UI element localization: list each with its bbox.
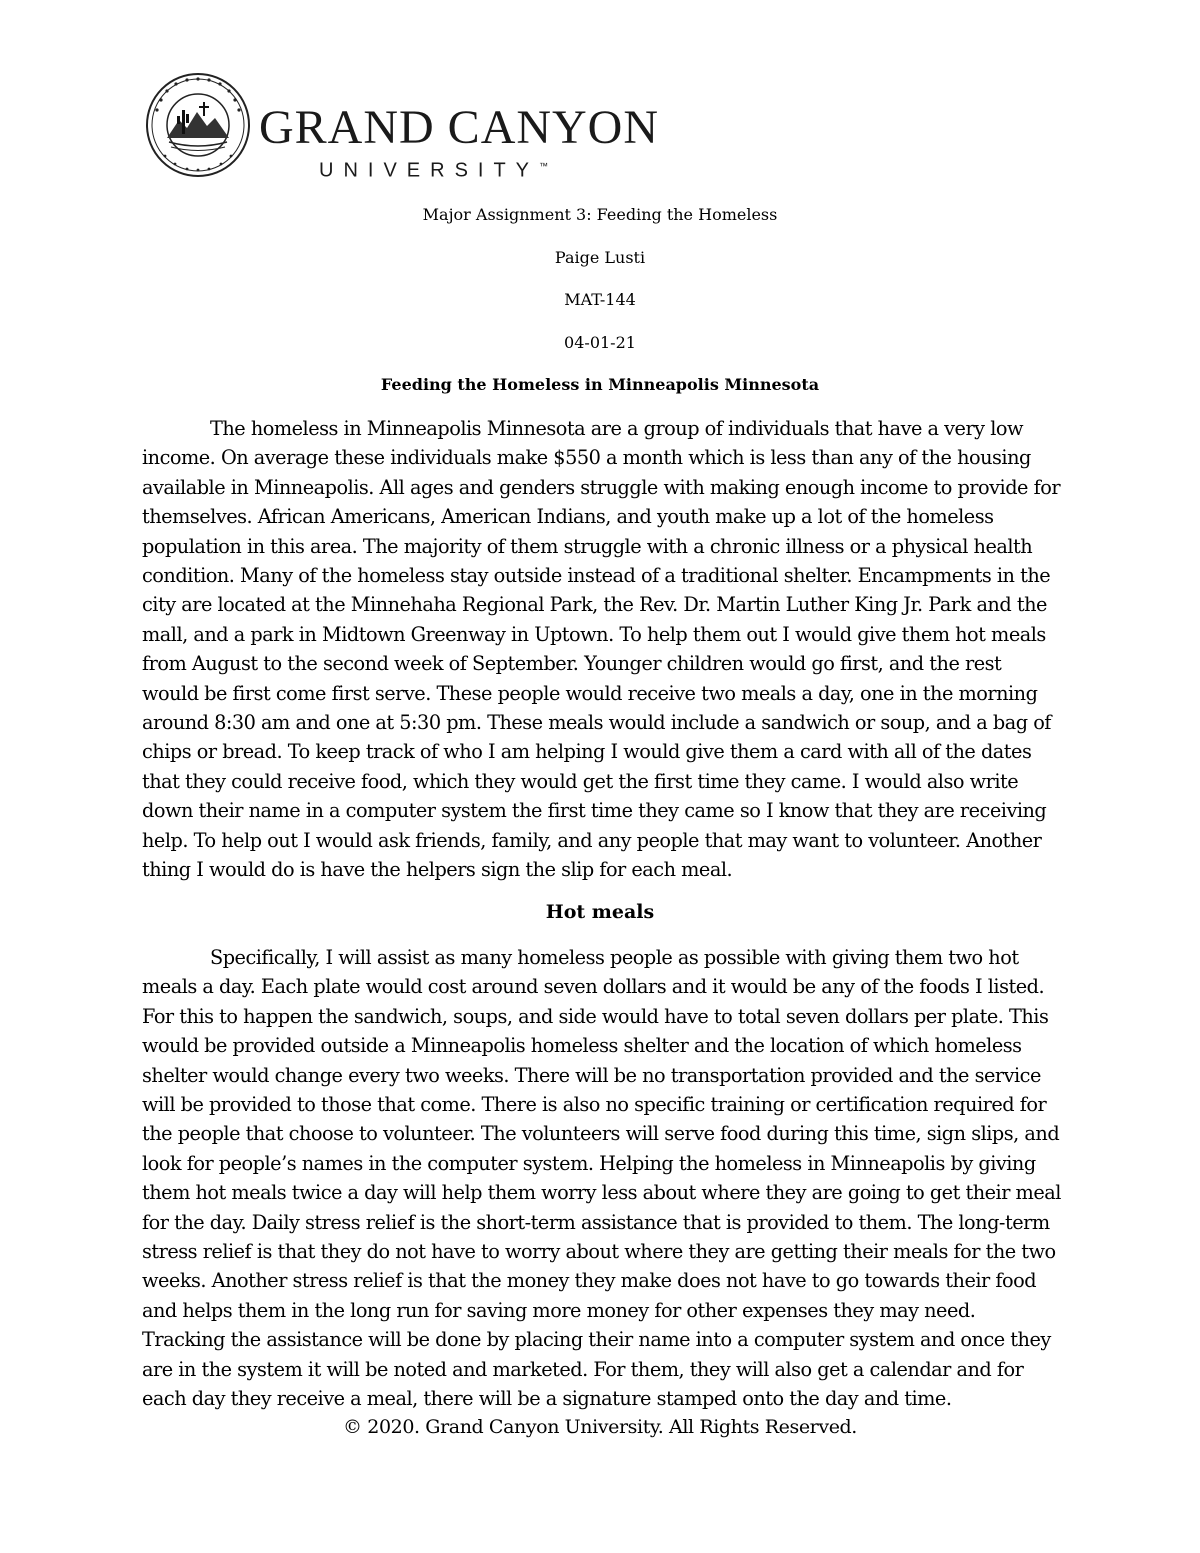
wordmark-university: UNIVERSITY xyxy=(319,159,540,182)
wordmark-line2 xyxy=(319,154,659,183)
university-seal-icon xyxy=(145,72,251,178)
submission-date: 04-01-21 xyxy=(564,333,636,352)
course-code: MAT-144 xyxy=(564,290,636,309)
section-heading-feeding: Feeding the Homeless in Minneapolis Minnesota xyxy=(380,375,820,394)
trademark-symbol: ™ xyxy=(539,161,549,171)
wordmark-line1: GRAND CANYON xyxy=(259,101,660,154)
wordmark xyxy=(259,102,659,183)
university-logo xyxy=(145,72,660,190)
copyright-notice: © 2020. Grand Canyon University. All Rights Reserved. xyxy=(343,1416,857,1438)
paragraph-feeding-homeless: The homeless in Minneapolis Minnesota are a group of individuals that have a very low income. On average these individuals make $550 a month which is less than any of the housing available in Minneapolis. All ages and genders struggle with making enough income to provide for themselves. African Americans, American Indians, and youth make up a lot of the homeless population in this area. The majority of them struggle with a chronic illness or a physical health condition. Many of the homeless stay outside instead of a traditional shelter. Encampments in the city are located at the Minnehaha Regional Park, the Rev. Dr. Martin Luther King Jr. Park and the mall, and a park in Midtown Greenway in Uptown. To help them out I would give them hot meals from August to the second week of September. Younger children would go first, and the rest would be first come first serve. These people would receive two meals a day, one in the morning around 8:30 am and one at 5:30 pm. These meals would include a sandwich or soup, and a bag of chips or bread. To keep track of who I am helping I would give them a card with all of the dates that they could receive food, which they would get the first time they came. I would also write down their name in a computer system the first time they came so I know that they are receiving help. To help out I would ask friends, family, and any people that may want to volunteer. Another thing I would do is have the helpers sign the slip for each meal. xyxy=(142,417,1061,882)
assignment-title: Major Assignment 3: Feeding the Homeless xyxy=(422,205,778,224)
paragraph-hot-meals: Specifically, I will assist as many homeless people as possible with giving them two hot meals a day. Each plate would cost around seven dollars and it would be any of the foods I listed. For this to happen the sandwich, soups, and side would have to total seven dollars per plate. This would be provided outside a Minneapolis homeless shelter and the location of which homeless shelter would change every two weeks. There will be no transportation provided and the service will be provided to those that come. There is also no specific training or certification required for the people that choose to volunteer. The volunteers will serve food during this time, sign slips, and look for people’s names in the computer system. Helping the homeless in Minneapolis by giving them hot meals twice a day will help them worry less about where they are going to get their meal for the day. Daily stress relief is the short-term assistance that is provided to them. The long-term stress relief is that they do not have to worry about where they are getting their meals for the two weeks. Another stress relief is that the money they make does not have to go towards their food and helps them in the long run for saving more money for other expenses they may need. Tracking the assistance will be done by placing their name into a computer system and once they are in the system it will be noted and marketed. For them, they will also get a calendar and for each day they receive a meal, there will be a signature stamped onto the day and time. xyxy=(142,946,1061,1411)
section-heading-hot-meals: Hot meals xyxy=(545,901,655,923)
author-name: Paige Lusti xyxy=(554,248,646,267)
